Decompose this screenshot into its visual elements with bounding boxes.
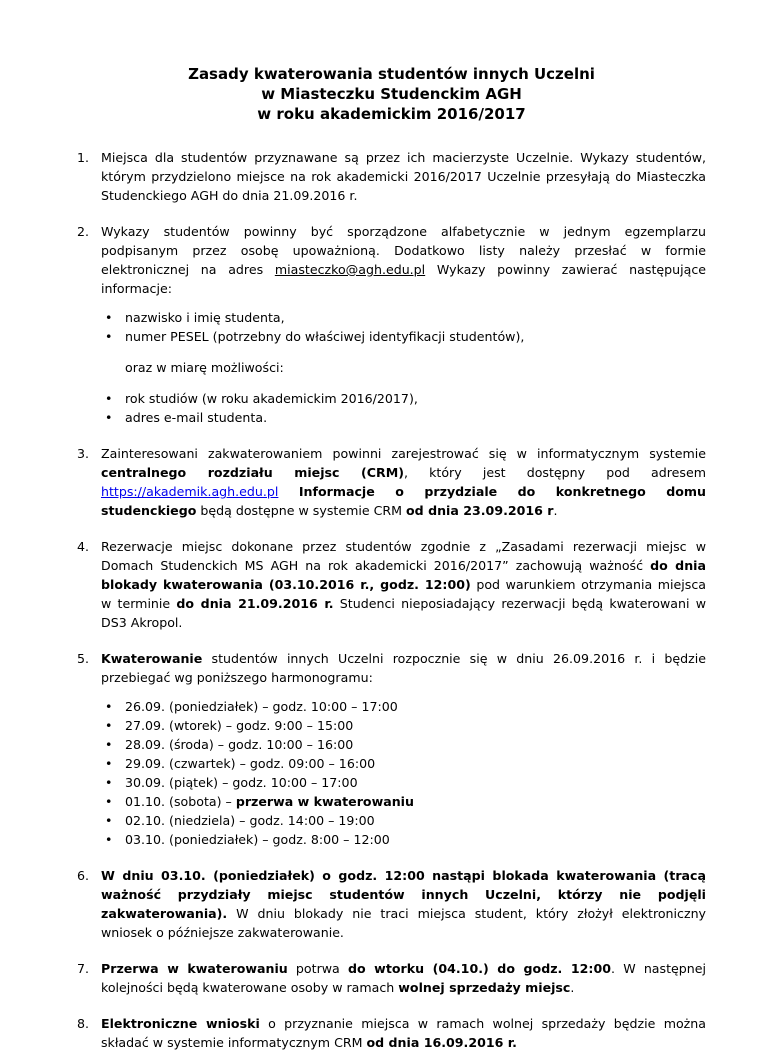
rule-item-4 (77, 537, 706, 632)
item-number: 2. (77, 224, 90, 239)
item-bold: Informacje o przydziale do konkretnego domu studenckiego (101, 484, 706, 518)
schedule-item: • 02.10. (niedziela) – godz. 14:00 – 19:00 (101, 811, 706, 830)
item-text: potrwa (287, 961, 348, 976)
schedule-item: • 03.10. (poniedziałek) – godz. 8:00 – 12:00 (101, 830, 706, 849)
item-bold: W dniu 03.10. (poniedziałek) o godz. 12:00 nastąpi blokada kwaterowania (tracą ważność przydziały miejsc studentów innych Uczelni, którzy nie podjęli zakwaterowania). (101, 868, 706, 921)
title-line-2: w Miasteczku Studenckim AGH (261, 85, 522, 103)
item-text: Wykazy studentów powinny być sporządzone alfabetycznie w jednym egzemplarzu podpisanym przez osobę upoważnioną. Dodatkowo listy należy przesłać w formie elektronicznej na adres (101, 224, 706, 277)
list-item: • nazwisko i imię studenta, (101, 308, 706, 327)
rule-item-8 (77, 1014, 706, 1052)
document-title (77, 64, 706, 124)
item-number: 1. (77, 150, 90, 165)
item-text: pod warunkiem otrzymania miejsca w terminie (101, 577, 706, 611)
rule-item-5 (77, 649, 706, 849)
schedule-list (101, 697, 706, 849)
item-text: będą dostępne w systemie CRM (196, 503, 407, 518)
rule-item-7 (77, 959, 706, 997)
break-label: przerwa w kwaterowaniu (235, 794, 414, 809)
schedule-item: • 28.09. (środa) – godz. 10:00 – 16:00 (101, 735, 706, 754)
item-text: Rezerwacje miejsc dokonane przez studentów zgodnie z „Zasadami rezerwacji miejsc w Domach Studenckich MS AGH na rok akademicki 2016/2017” zachowują ważność (101, 539, 706, 573)
rule-item-6 (77, 866, 706, 942)
rule-item-2 (77, 222, 706, 427)
title-line-3: w roku akademickim 2016/2017 (257, 105, 526, 123)
item-bold: Kwaterowanie (101, 651, 203, 666)
item-number: 6. (77, 868, 90, 883)
item-number: 8. (77, 1016, 90, 1031)
item-text: Studenci nieposiadający rezerwacji będą kwaterowani w DS3 Akropol. (101, 596, 706, 630)
item-bold: od dnia 16.09.2016 r. (366, 1035, 517, 1050)
item-text: . W następnej kolejności będą kwaterowane osoby w ramach (101, 961, 706, 995)
item-text: o przyznanie miejsca w ramach wolnej sprzedaży będzie można składać w systemie informatycznym CRM (101, 1016, 706, 1050)
schedule-item: • 27.09. (wtorek) – godz. 9:00 – 15:00 (101, 716, 706, 735)
rule-item-1 (77, 148, 706, 205)
item-number: 7. (77, 961, 90, 976)
item-bold: do dnia blokady kwaterowania (03.10.2016 r., godz. 12:00) (101, 558, 706, 592)
schedule-item: • 30.09. (piątek) – godz. 10:00 – 17:00 (101, 773, 706, 792)
list-item: • adres e-mail studenta. (101, 408, 706, 427)
item-number: 4. (77, 539, 90, 554)
item-bold: centralnego rozdziału miejsc (CRM) (101, 465, 404, 480)
item-bold: Przerwa w kwaterowaniu (101, 961, 288, 976)
item-text: . (570, 980, 575, 995)
rules-list (77, 148, 706, 1052)
break-prefix: 01.10. (sobota) – (125, 794, 236, 809)
item-bold: wolnej sprzedaży miejsc (398, 980, 571, 995)
list-item: • rok studiów (w roku akademickim 2016/2017), (101, 389, 706, 408)
item-bold: do wtorku (04.10.) do godz. 12:00 (347, 961, 611, 976)
item-bold: Elektroniczne wnioski (101, 1016, 260, 1031)
schedule-item: • 29.09. (czwartek) – godz. 09:00 – 16:00 (101, 754, 706, 773)
required-info-list (101, 308, 706, 346)
item-text: . (553, 503, 558, 518)
schedule-item: • 26.09. (poniedziałek) – godz. 10:00 – 17:00 (101, 697, 706, 716)
item-text: Miejsca dla studentów przyznawane są przez ich macierzyste Uczelnie. Wykazy studentów, którym przydzielono miejsce na rok akademicki 2016/2017 Uczelnie przesyłają do Miasteczka Studenckiego AGH do dnia 21.09.2016 r. (101, 150, 706, 203)
item-text: Wykazy powinny zawierać następujące informacje: (101, 262, 706, 296)
item-bold: do dnia 21.09.2016 r. (176, 596, 334, 611)
item-text: W dniu blokady nie traci miejsca student, który złożył elektroniczny wniosek o późniejsze zakwaterowanie. (101, 906, 706, 940)
optional-info-note: oraz w miarę możliwości: (125, 360, 284, 375)
email-address[interactable]: miasteczko@agh.edu.pl (274, 262, 426, 277)
title-line-1: Zasady kwaterowania studentów innych Uczelni (188, 65, 595, 83)
schedule-item-break (101, 792, 706, 811)
crm-link[interactable]: https://akademik.agh.edu.pl (101, 484, 279, 499)
item-text: , który jest dostępny pod adresem (403, 465, 706, 480)
item-number: 3. (77, 446, 90, 461)
item-text: Zainteresowani zakwaterowaniem powinni zarejestrować się w informatycznym systemie (101, 446, 706, 461)
item-text: studentów innych Uczelni rozpocznie się w dniu 26.09.2016 r. i będzie przebiegać wg poniższego harmonogramu: (101, 651, 706, 685)
list-item: • numer PESEL (potrzebny do właściwej identyfikacji studentów), (101, 327, 706, 346)
item-bold: od dnia 23.09.2016 r (406, 503, 554, 518)
rule-item-3 (77, 444, 706, 520)
item-number: 5. (77, 651, 90, 666)
optional-info-list (101, 389, 706, 427)
